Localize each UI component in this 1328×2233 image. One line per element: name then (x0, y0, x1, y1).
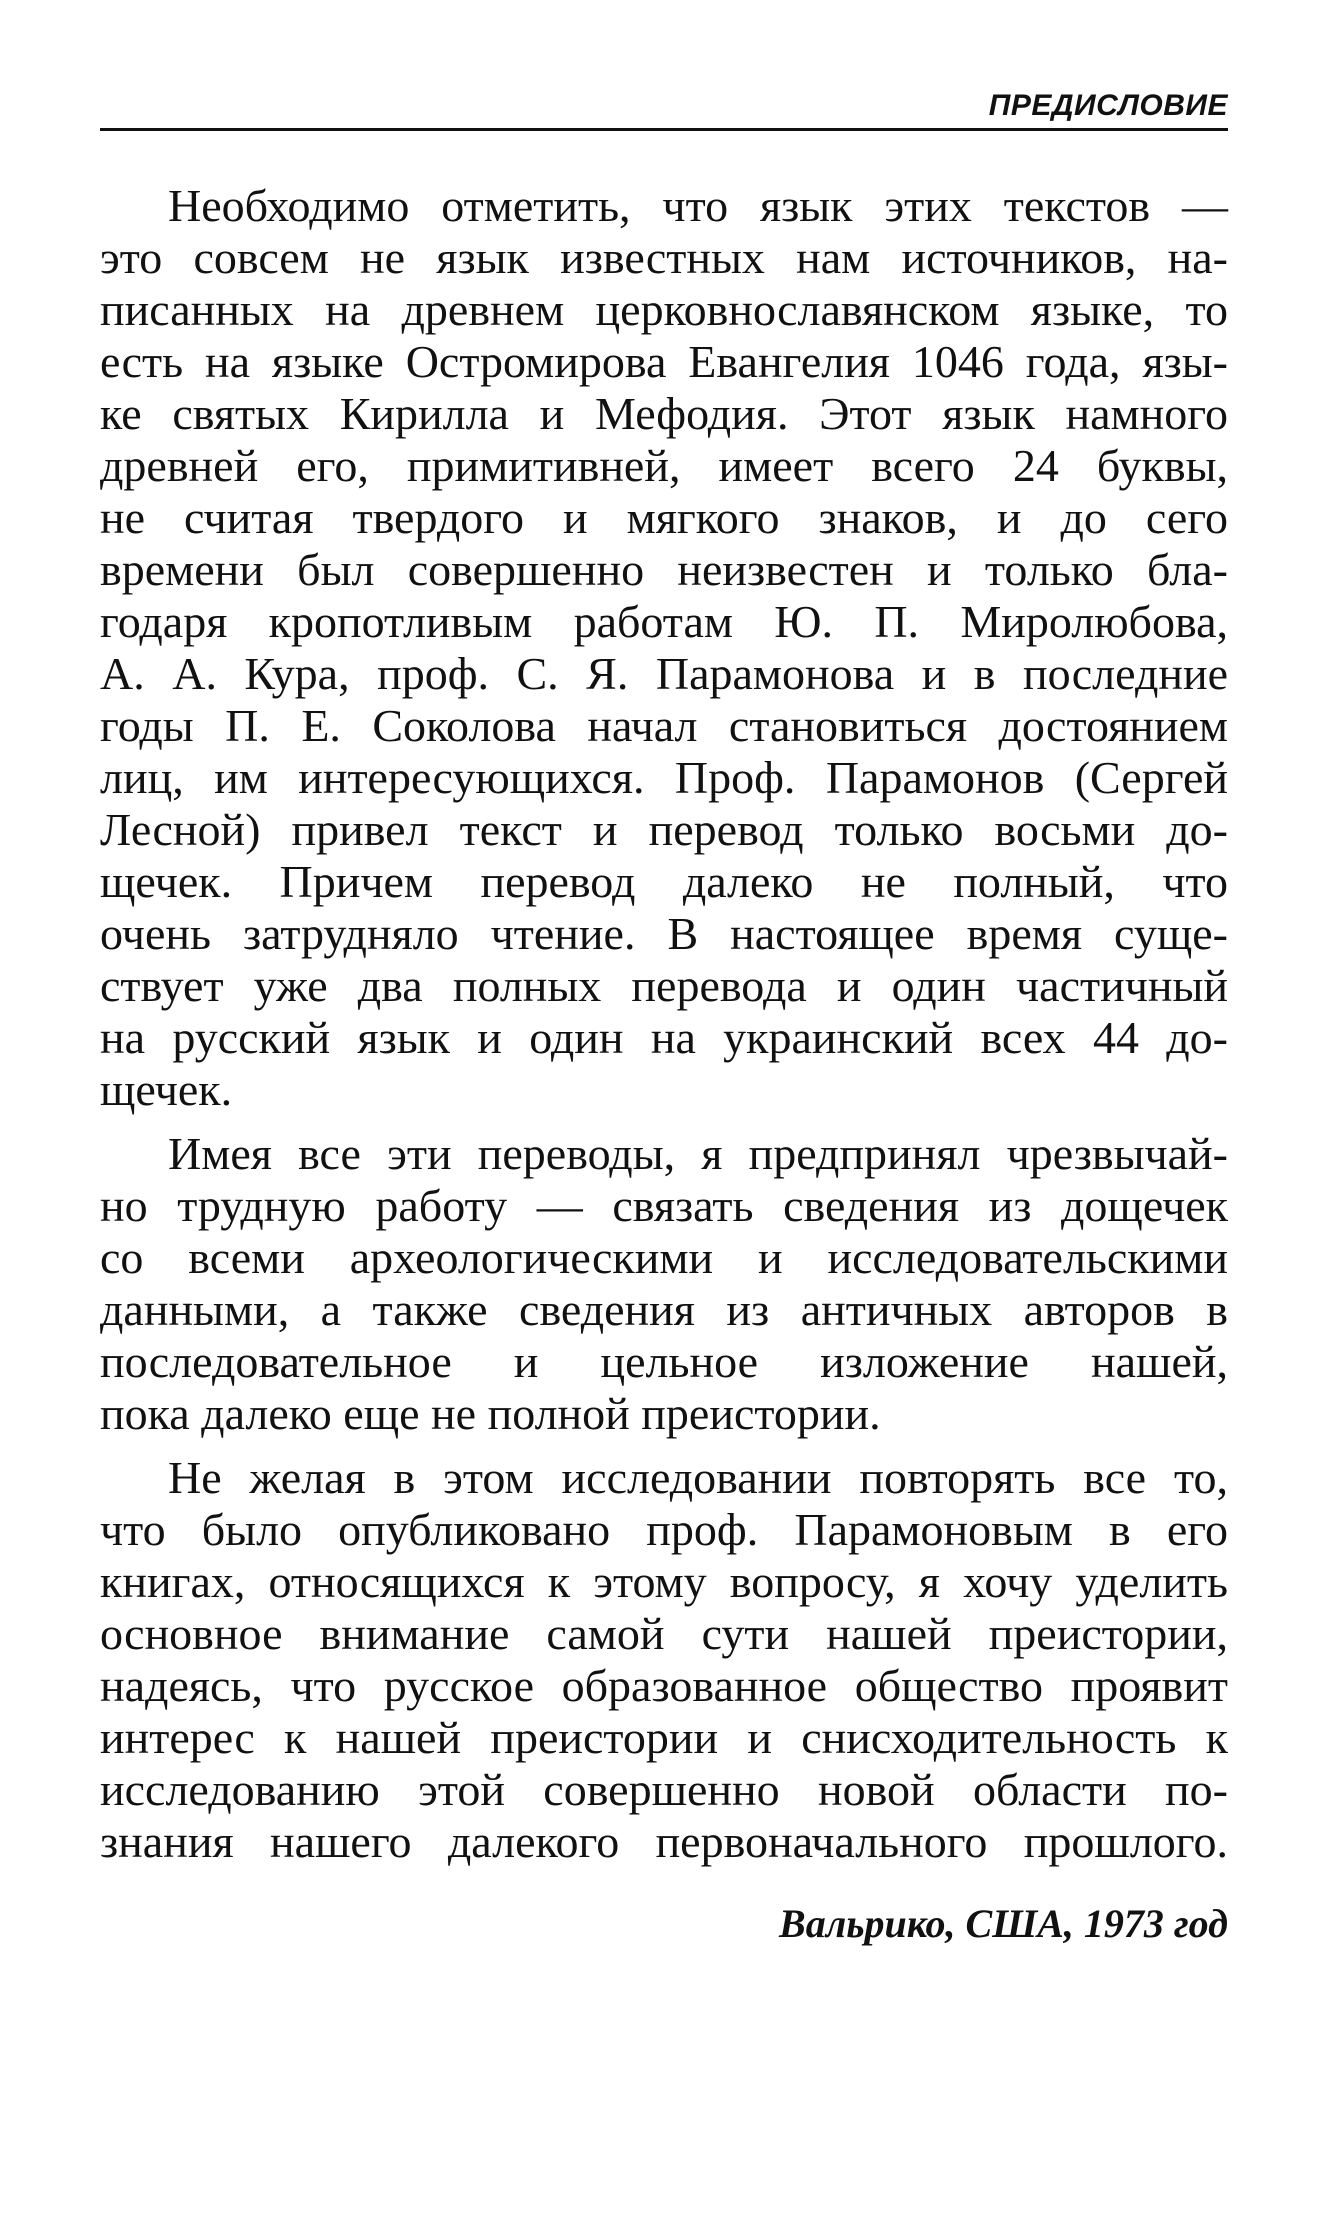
body-text (100, 180, 1228, 1868)
text-line: щечек. Причем перевод далеко не полный, что (100, 856, 1228, 907)
running-header (100, 88, 1228, 131)
text-line: последовательное и цельное изложение нашей, (100, 1336, 1228, 1387)
text-line: годаря кропотливым работам Ю. П. Миролюбова, (100, 596, 1228, 647)
text-line: времени был совершенно неизвестен и только бла- (100, 544, 1228, 595)
signature: Вальрико, США, 1973 год (779, 1901, 1228, 1946)
paragraph-1 (100, 180, 1228, 1116)
text-line: А. А. Кура, проф. С. Я. Парамонова и в последние (100, 648, 1228, 699)
text-line: ке святых Кирилла и Мефодия. Этот язык намного (100, 388, 1228, 439)
text-line: Не желая в этом исследовании повторять все то, (168, 1452, 1228, 1503)
paragraph-2 (100, 1128, 1228, 1440)
text-line: лиц, им интересующихся. Проф. Парамонов (Сергей (100, 752, 1228, 803)
text-line: надеясь, что русское образованное общество проявит (100, 1660, 1228, 1711)
text-line: со всеми археологическими и исследовательскими (100, 1232, 1228, 1283)
text-line: писанных на древнем церковнославянском языке, то (100, 284, 1228, 335)
running-header-title: ПРЕДИСЛОВИЕ (988, 89, 1228, 122)
text-line: щечек. (100, 1064, 233, 1115)
text-line: что было опубликовано проф. Парамоновым в его (100, 1504, 1228, 1555)
text-line: древней его, примитивней, имеет всего 24 буквы, (100, 440, 1228, 491)
text-line: очень затрудняло чтение. В настоящее время суще- (100, 908, 1228, 959)
text-line: Необходимо отметить, что язык этих текстов — (168, 180, 1228, 231)
text-line: Лесной) привел текст и перевод только восьми до- (100, 804, 1228, 855)
text-line: не считая твердого и мягкого знаков, и до сего (100, 492, 1228, 543)
text-line: книгах, относящихся к этому вопросу, я хочу уделить (100, 1556, 1228, 1607)
text-line: но трудную работу — связать сведения из дощечек (100, 1180, 1228, 1231)
text-line: данными, а также сведения из античных авторов в (100, 1284, 1228, 1335)
text-line: пока далеко еще не полной преистории. (100, 1388, 881, 1439)
text-line: ствует уже два полных перевода и один частичный (100, 960, 1228, 1011)
text-line: знания нашего далекого первоначального прошлого. (100, 1816, 1228, 1867)
text-line: исследованию этой совершенно новой области по- (100, 1764, 1228, 1815)
text-line: на русский язык и один на украинский всех 44 до- (100, 1012, 1228, 1063)
text-line: Имея все эти переводы, я предпринял чрезвычай- (168, 1128, 1228, 1179)
text-line: интерес к нашей преистории и снисходительность к (100, 1712, 1228, 1763)
paragraph-3 (100, 1452, 1228, 1868)
text-line: годы П. Е. Соколова начал становиться достоянием (100, 700, 1228, 751)
text-line: основное внимание самой сути нашей преистории, (100, 1608, 1228, 1659)
text-line: есть на языке Остромирова Евангелия 1046 года, язы- (100, 336, 1228, 387)
text-line: это совсем не язык известных нам источников, на- (100, 232, 1228, 283)
